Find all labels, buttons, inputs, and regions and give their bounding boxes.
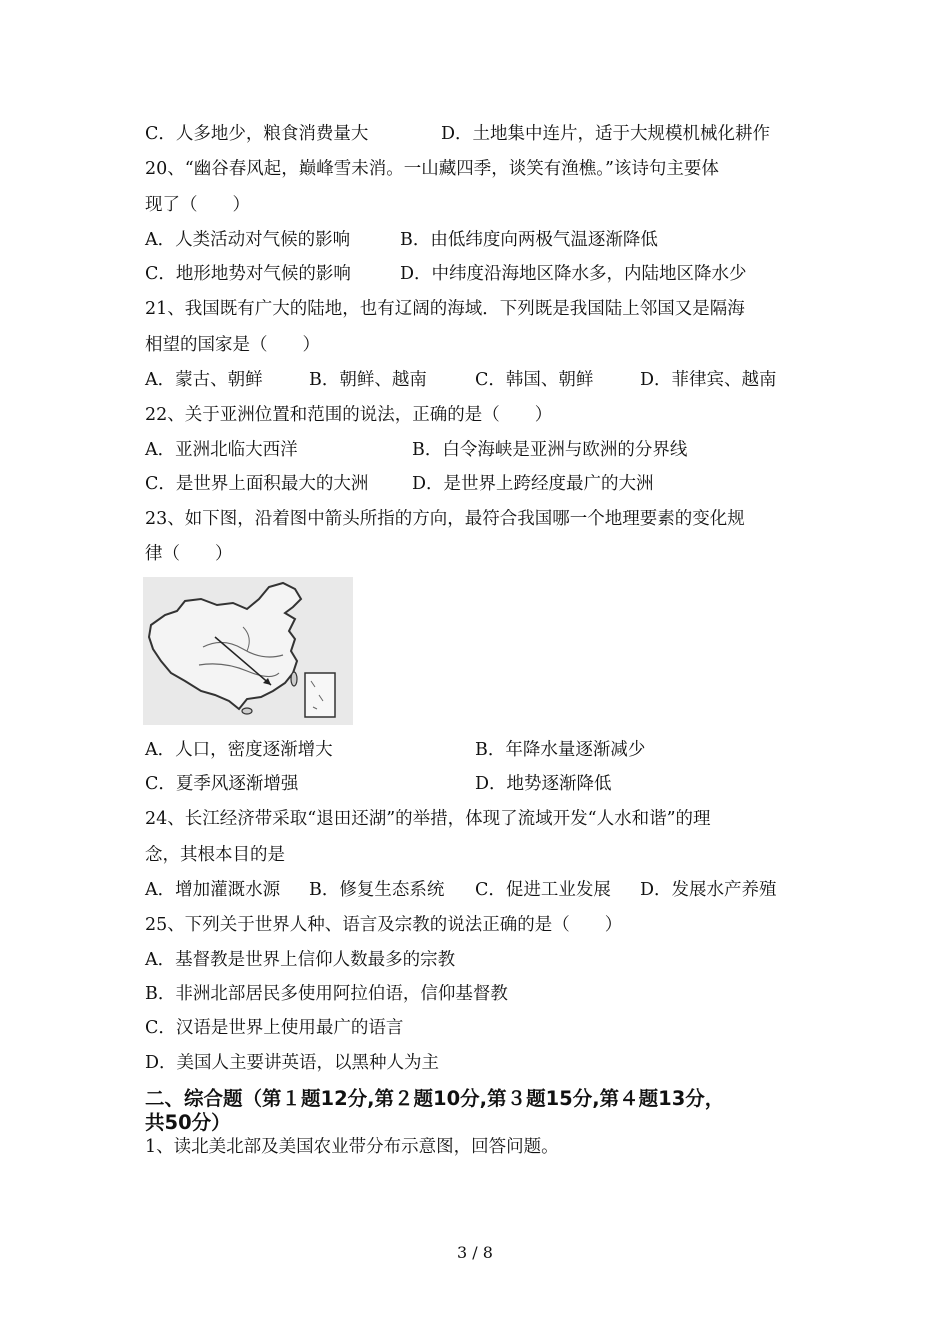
question-23-stem: 23、如下图，沿着图中箭头所指的方向，最符合我国哪一个地理要素的变化规 bbox=[145, 509, 745, 529]
option-a: A．基督教是世界上信仰人数最多的宗教 bbox=[145, 950, 456, 970]
option-c: C．人多地少，粮食消费量大 bbox=[145, 124, 369, 144]
option-d: D．是世界上跨经度最广的大洲 bbox=[412, 474, 654, 494]
section-heading: 二、综合题（第１题12分,第２题10分,第３题15分,第４题13分， bbox=[145, 1087, 725, 1110]
option-a: A．增加灌溉水源 bbox=[145, 880, 281, 900]
china-map-figure bbox=[143, 577, 353, 725]
option-d: D．地势逐渐降低 bbox=[475, 774, 612, 794]
option-b: B．非洲北部居民多使用阿拉伯语，信仰基督教 bbox=[145, 984, 508, 1004]
option-b: B．白令海峡是亚洲与欧洲的分界线 bbox=[412, 440, 688, 460]
question-21-stem: 21、我国既有广大的陆地，也有辽阔的海域．下列既是我国陆上邻国又是隔海 bbox=[145, 299, 745, 319]
question-24-stem-cont: 念，其根本目的是 bbox=[145, 845, 285, 865]
option-a: A．蒙古、朝鲜 bbox=[145, 370, 263, 390]
option-b: B．年降水量逐渐减少 bbox=[475, 740, 646, 760]
question-23-stem-cont: 律（ ） bbox=[145, 544, 233, 564]
option-d: D．土地集中连片，适于大规模机械化耕作 bbox=[441, 124, 771, 144]
option-a: A．人口，密度逐渐增大 bbox=[145, 740, 333, 760]
option-c: C．地形地势对气候的影响 bbox=[145, 264, 351, 284]
question-20-stem-cont: 现了（ ） bbox=[145, 195, 250, 215]
option-d: D．发展水产养殖 bbox=[640, 880, 777, 900]
question-20-stem: 20、“幽谷春风起，巅峰雪未消。一山藏四季，谈笑有渔樵。”该诗句主要体 bbox=[145, 159, 719, 179]
option-c: C．促进工业发展 bbox=[475, 880, 611, 900]
option-c: C．汉语是世界上使用最广的语言 bbox=[145, 1018, 404, 1038]
option-a: A．人类活动对气候的影响 bbox=[145, 230, 351, 250]
option-d: D．菲律宾、越南 bbox=[640, 370, 777, 390]
comprehensive-question-1: 1、读北美北部及美国农业带分布示意图，回答问题。 bbox=[145, 1137, 559, 1157]
option-c: C．韩国、朝鲜 bbox=[475, 370, 594, 390]
question-22-stem: 22、关于亚洲位置和范围的说法，正确的是（ ） bbox=[145, 405, 553, 425]
question-25-stem: 25、下列关于世界人种、语言及宗教的说法正确的是（ ） bbox=[145, 915, 623, 935]
question-24-stem: 24、长江经济带采取“退田还湖”的举措，体现了流域开发“人水和谐”的理 bbox=[145, 809, 711, 829]
section-heading-cont: 共50分） bbox=[145, 1111, 231, 1134]
option-b: B．修复生态系统 bbox=[309, 880, 445, 900]
option-b: B．朝鲜、越南 bbox=[309, 370, 427, 390]
option-b: B．由低纬度向两极气温逐渐降低 bbox=[400, 230, 658, 250]
question-21-stem-cont: 相望的国家是（ ） bbox=[145, 335, 320, 355]
option-c: C．是世界上面积最大的大洲 bbox=[145, 474, 369, 494]
option-d: D．中纬度沿海地区降水多，内陆地区降水少 bbox=[400, 264, 747, 284]
option-c: C．夏季风逐渐增强 bbox=[145, 774, 299, 794]
page-number: 3 / 8 bbox=[457, 1243, 493, 1262]
option-a: A．亚洲北临大西洋 bbox=[145, 440, 298, 460]
option-d: D．美国人主要讲英语，以黑种人为主 bbox=[145, 1053, 440, 1073]
